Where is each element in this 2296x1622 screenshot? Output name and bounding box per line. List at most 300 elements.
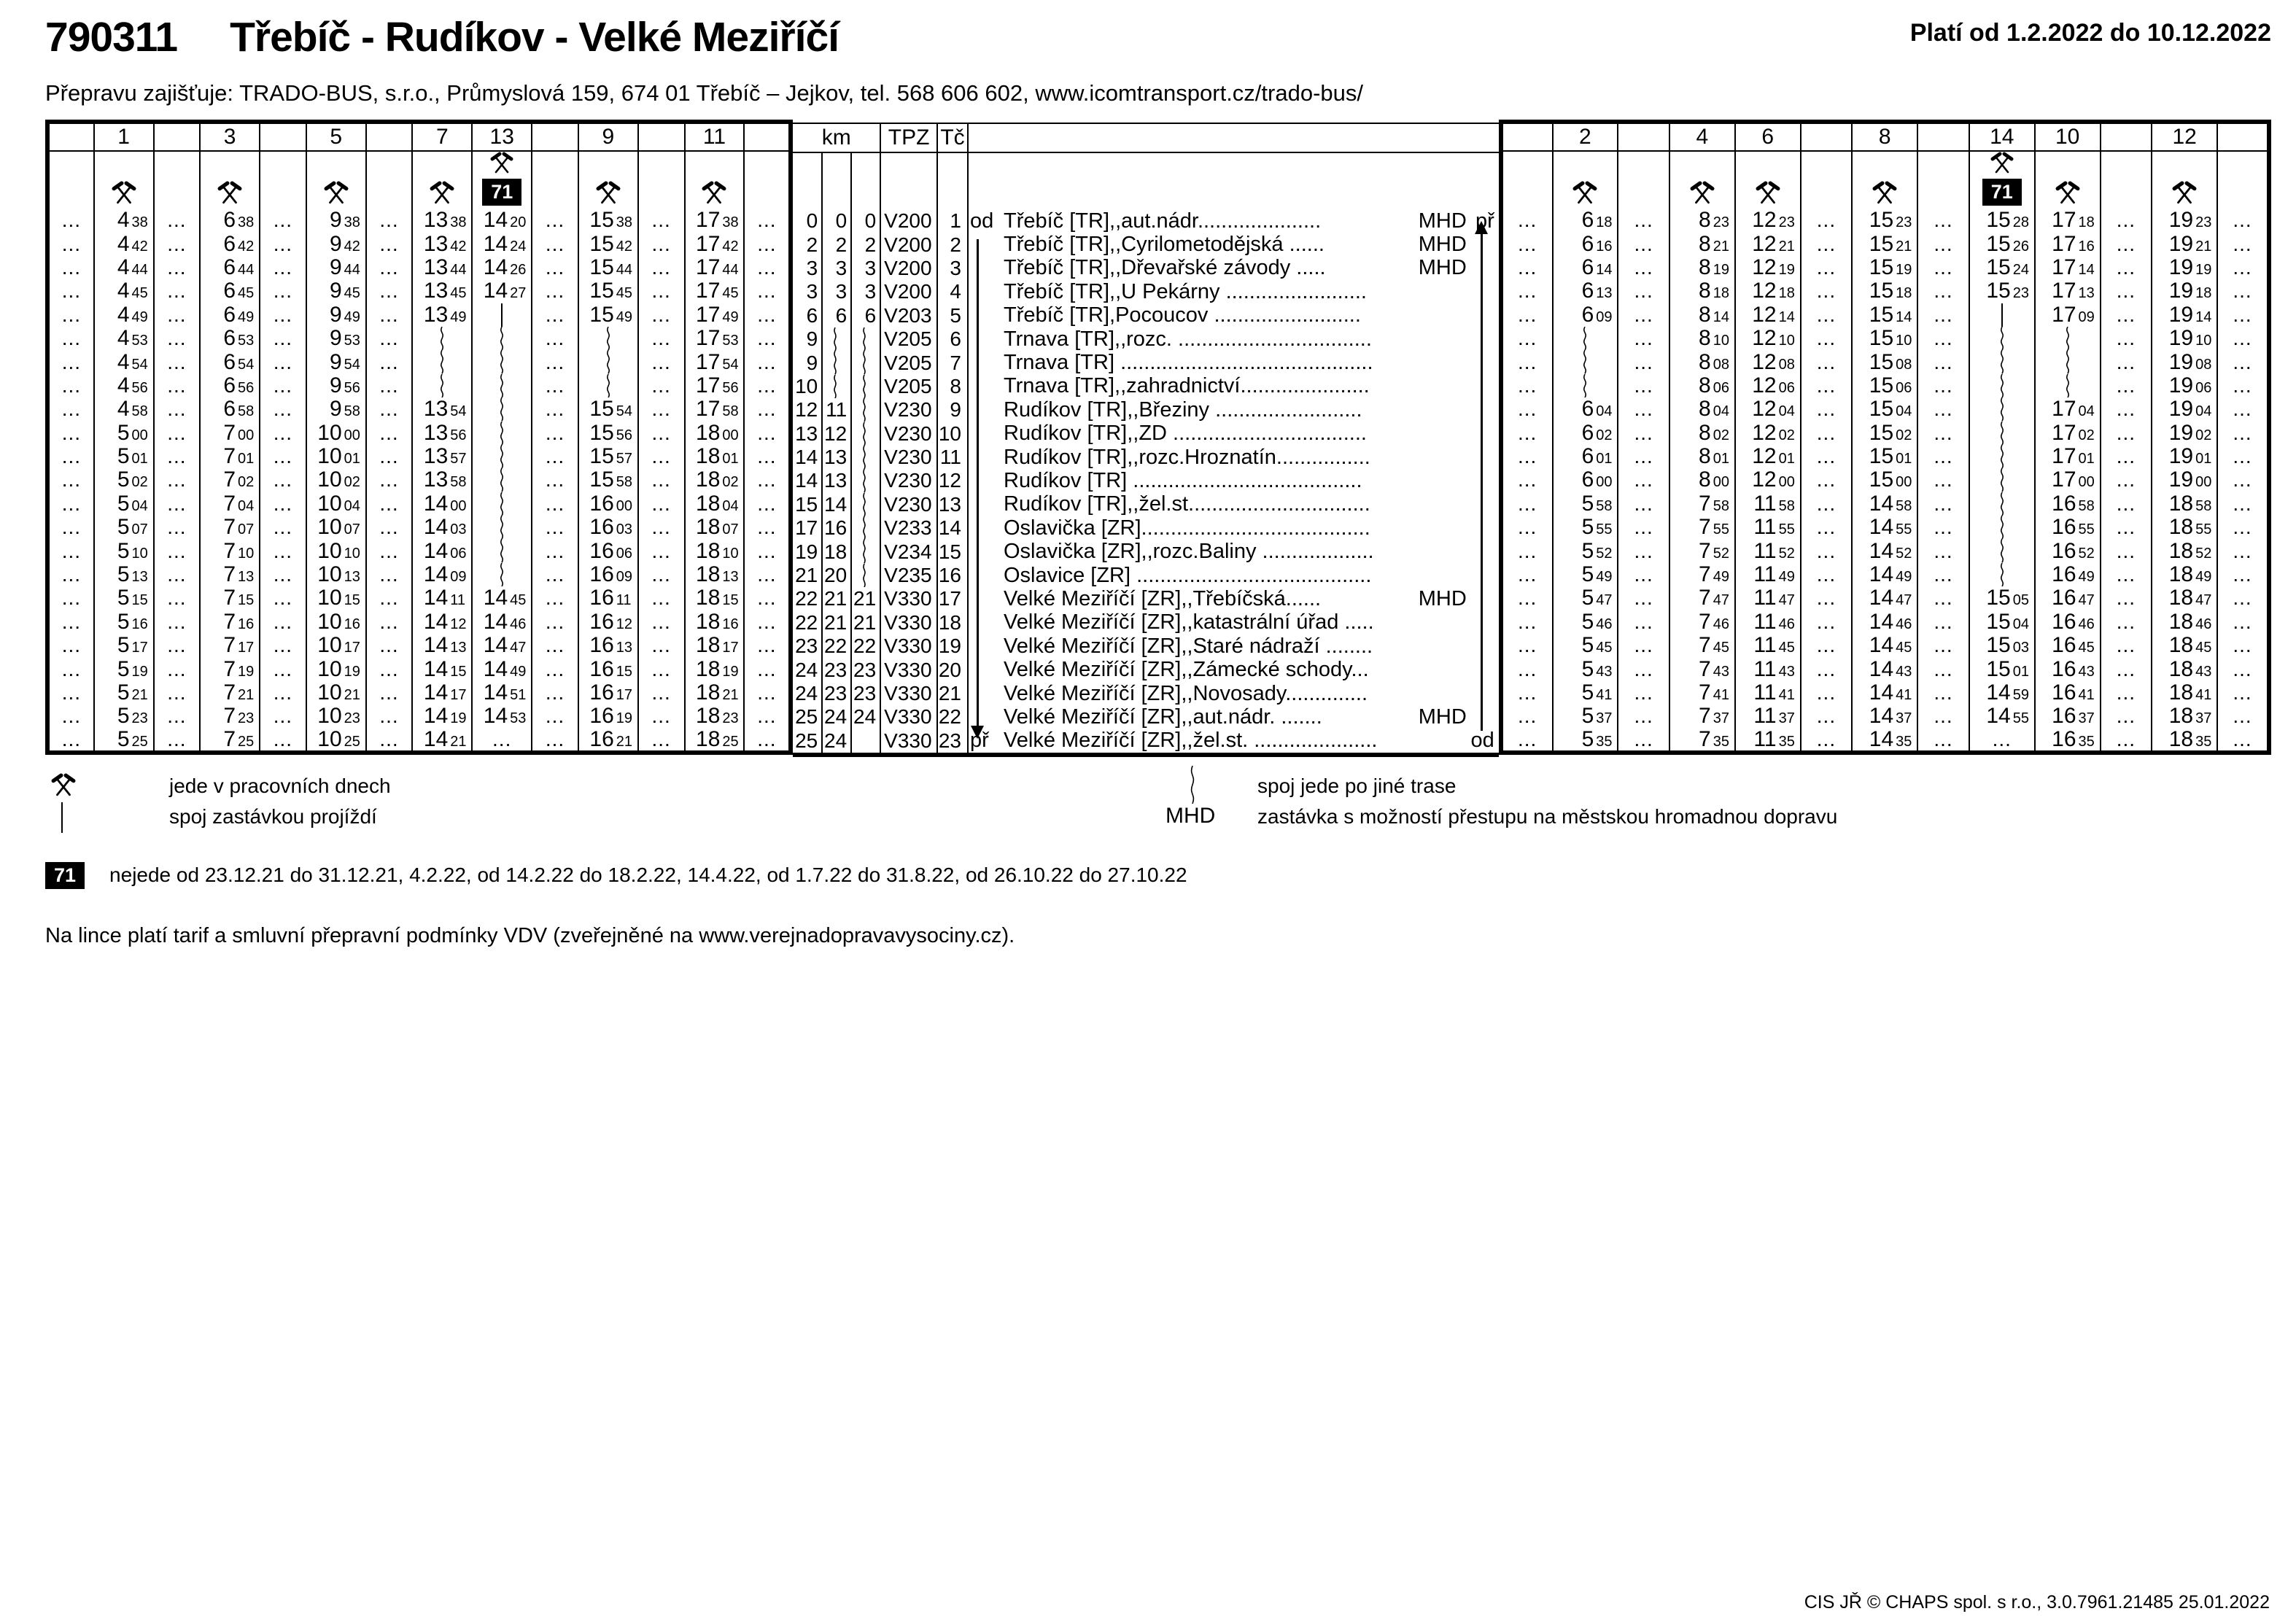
time-value <box>1554 209 1618 231</box>
time-minute: 52 <box>1778 545 1795 562</box>
timetable-row <box>47 610 791 634</box>
time-value <box>1853 422 1917 444</box>
filler-dots: ... <box>379 705 399 728</box>
time-cell <box>578 350 638 373</box>
other-route-wavy-icon <box>1998 516 2006 539</box>
time-value <box>413 209 471 231</box>
filler-cell <box>2217 705 2269 728</box>
time-hour: 15 <box>1986 657 2011 681</box>
time-hour: 12 <box>1752 444 1777 469</box>
time-cell <box>412 397 472 421</box>
time-hour: 6 <box>1581 209 1594 233</box>
time-cell <box>2152 634 2217 657</box>
time-cell <box>1735 422 1801 445</box>
time-value <box>95 304 153 326</box>
time-value <box>95 352 153 373</box>
time-minute: 46 <box>1896 616 1912 632</box>
filler-dots: ... <box>1934 209 1953 232</box>
time-cell <box>578 303 638 327</box>
time-cell <box>1669 563 1735 586</box>
time-hour: 8 <box>1699 209 1711 233</box>
other-route-wavy-icon <box>1581 327 1589 350</box>
time-value <box>686 682 744 704</box>
filler-dots: ... <box>61 303 82 326</box>
filler-dots: ... <box>2233 563 2252 586</box>
time-hour: 10 <box>317 657 342 681</box>
km-cell: 0 <box>851 209 880 233</box>
time-hour: 16 <box>2052 586 2076 610</box>
filler-dots: ... <box>167 681 187 704</box>
time-cell <box>1852 327 1917 350</box>
km-cell: 23 <box>822 682 851 705</box>
filler-cell <box>366 634 413 657</box>
time-hour: 6 <box>1581 421 1594 445</box>
filler-cell <box>47 303 94 327</box>
filler-dots: ... <box>1816 705 1837 728</box>
time-value <box>686 469 744 491</box>
time-cell <box>306 586 366 610</box>
time-value <box>95 257 153 279</box>
time-hour: 14 <box>1869 492 1894 516</box>
filler-cell <box>1618 374 1669 397</box>
filler-dots: ... <box>757 350 777 373</box>
timetable-row <box>1501 657 2269 680</box>
filler-header <box>2101 122 2152 151</box>
tariff-note: Na lince platí tarif a smluvní přepravní podmínky VDV (zveřejněné na www.verejnadopravavysociny.cz). <box>45 923 1015 947</box>
filler-cell <box>1917 516 1969 539</box>
km-cell: 3 <box>851 280 880 303</box>
time-value <box>1853 398 1917 420</box>
validity-text: Platí od 1.2.2022 do 10.12.2022 <box>1909 19 2271 47</box>
time-minute: 13 <box>2078 285 2095 302</box>
filler-dots: ... <box>1934 303 1953 326</box>
filler-dots: ... <box>1816 445 1837 468</box>
time-value <box>1970 611 2034 633</box>
filler-dots: ... <box>1934 397 1953 421</box>
time-minute: 52 <box>1896 545 1912 562</box>
time-minute: 13 <box>344 569 360 586</box>
time-cell <box>685 516 745 539</box>
timetable <box>45 120 2271 757</box>
timetable-row <box>1501 586 2269 610</box>
timetable-row <box>47 539 791 562</box>
time-cell <box>1669 350 1735 373</box>
filler-cell <box>2217 256 2269 279</box>
filler-cell <box>260 374 306 397</box>
filler-cell <box>1618 586 1669 610</box>
filler-dots: ... <box>167 327 187 350</box>
time-value <box>307 446 365 467</box>
time-minute: 04 <box>722 497 739 514</box>
station-cell <box>968 422 1499 446</box>
filler-cell <box>1501 374 1553 397</box>
time-value <box>1670 327 1734 349</box>
time-hour: 19 <box>2168 303 2194 327</box>
time-cell <box>578 279 638 303</box>
filler-dots: ... <box>61 232 82 255</box>
time-minute: 26 <box>510 261 527 278</box>
time-cell <box>306 657 366 680</box>
time-value <box>1853 469 1917 491</box>
time-cell <box>2035 681 2101 705</box>
time-minute: 47 <box>1596 592 1613 609</box>
station-name: Velké Meziříčí [ZR],,Novosady.............. <box>1004 683 1368 705</box>
time-cell <box>2035 232 2101 255</box>
time-value <box>95 446 153 467</box>
time-hour: 18 <box>2168 516 2194 540</box>
filler-dots: ... <box>757 421 777 444</box>
time-value <box>307 209 365 231</box>
filler-dots: ... <box>651 255 671 279</box>
time-hour: 17 <box>696 350 721 374</box>
time-cell <box>306 468 366 492</box>
time-cell <box>472 397 532 421</box>
filler-dots: ... <box>2116 421 2136 444</box>
time-value <box>201 327 259 349</box>
time-minute: 23 <box>238 710 255 727</box>
station-row <box>793 209 1498 233</box>
time-value <box>2036 516 2100 538</box>
crossed-hammers-icon <box>1690 181 1715 206</box>
time-minute: 49 <box>1713 569 1729 586</box>
filler-dots: ... <box>1934 657 1953 680</box>
time-cell <box>94 468 154 492</box>
time-minute: 19 <box>344 663 360 680</box>
station-line <box>970 398 1499 422</box>
filler-cell <box>1917 256 1969 279</box>
time-hour: 19 <box>2168 209 2194 233</box>
time-hour: 16 <box>2052 680 2076 705</box>
filler-cell <box>154 422 201 445</box>
timetable-row <box>47 327 791 350</box>
time-minute: 45 <box>510 592 527 609</box>
station-name: Velké Meziříčí [ZR],,žel.st. ..................... <box>1004 730 1378 752</box>
filler-dots: ... <box>757 586 777 610</box>
time-hour: 5 <box>1581 492 1594 516</box>
time-hour: 14 <box>483 610 508 634</box>
time-value <box>473 209 531 231</box>
km-cell <box>851 422 880 446</box>
time-minute: 15 <box>450 663 467 680</box>
km-cell: 23 <box>793 635 822 658</box>
time-minute: 54 <box>616 403 633 420</box>
time-hour: 11 <box>1753 492 1777 516</box>
filler-cell <box>1501 516 1553 539</box>
filler-cell <box>1801 468 1853 492</box>
note-71-text: nejede od 23.12.21 do 31.12.21, 4.2.22, od 14.2.22 do 18.2.22, 14.4.22, od 1.7.22 do 31.8.22, od 26.10.22 do 27.10.22 <box>109 864 1187 887</box>
return-timetable <box>1499 120 2271 755</box>
time-minute: 46 <box>1778 616 1795 632</box>
time-minute: 46 <box>510 616 527 632</box>
km-cell: 24 <box>822 729 851 755</box>
time-cell <box>578 468 638 492</box>
filler-cell <box>744 445 791 468</box>
timetable-row <box>47 634 791 657</box>
service-number: 14 <box>1969 122 2035 151</box>
time-value <box>1853 257 1917 279</box>
time-value <box>307 493 365 515</box>
filler-cell <box>744 232 791 255</box>
filler-cell <box>260 705 306 728</box>
time-cell <box>1852 232 1917 255</box>
time-value <box>307 280 365 302</box>
time-minute: 01 <box>2195 451 2212 467</box>
time-value <box>1970 209 2034 231</box>
time-cell <box>2152 539 2217 562</box>
time-hour: 15 <box>589 444 614 469</box>
time-value <box>201 682 259 704</box>
time-cell <box>306 563 366 586</box>
station-cell <box>968 351 1499 374</box>
time-minute: 19 <box>131 663 148 680</box>
time-hour: 16 <box>2052 562 2076 587</box>
time-cell <box>578 705 638 728</box>
time-cell <box>2152 209 2217 232</box>
filler-dots: ... <box>2116 586 2136 610</box>
time-hour: 14 <box>423 516 449 540</box>
filler-cell <box>260 539 306 562</box>
other-route-wavy-icon <box>497 397 506 421</box>
filler-cell <box>1501 539 1553 562</box>
time-cell <box>1969 445 2035 468</box>
time-minute: 25 <box>344 733 360 750</box>
time-hour: 5 <box>117 610 130 634</box>
time-cell <box>306 232 366 255</box>
filler-dots: ... <box>273 539 293 562</box>
time-cell <box>2152 516 2217 539</box>
filler-dots: ... <box>1634 232 1653 255</box>
station-line <box>970 351 1499 374</box>
sign-cell <box>154 151 201 209</box>
time-cell <box>472 256 532 279</box>
time-cell <box>1669 516 1735 539</box>
time-value <box>95 422 153 444</box>
filler-cell <box>532 657 578 680</box>
time-cell <box>306 327 366 350</box>
time-cell <box>472 729 532 753</box>
filler-cell <box>1501 397 1553 421</box>
time-value <box>1554 635 1618 656</box>
time-value <box>1554 659 1618 680</box>
time-value <box>2036 304 2100 326</box>
station-name: Velké Meziříčí [ZR],,Zámecké schody... <box>1004 659 1369 681</box>
tpz-header: TPZ <box>880 123 937 152</box>
time-minute: 01 <box>131 451 148 467</box>
time-minute: 23 <box>1778 214 1795 231</box>
time-value <box>1670 422 1734 444</box>
time-cell <box>685 422 745 445</box>
filler-cell <box>744 374 791 397</box>
tc-cell: 14 <box>937 516 968 540</box>
time-value <box>1554 233 1618 255</box>
time-cell <box>94 586 154 610</box>
time-value <box>579 564 637 586</box>
filler-cell <box>47 492 94 516</box>
filler-cell <box>2101 422 2152 445</box>
station-name: Trnava [TR] ........................................... <box>1004 352 1373 374</box>
time-value <box>2036 564 2100 586</box>
time-hour: 14 <box>423 705 449 729</box>
time-minute: 01 <box>238 451 255 467</box>
filler-cell <box>1501 209 1553 232</box>
time-value <box>95 635 153 656</box>
time-minute: 15 <box>616 663 633 680</box>
filler-dots: ... <box>757 516 777 539</box>
time-hour: 19 <box>2168 468 2194 492</box>
time-cell <box>1553 350 1618 373</box>
km-cell: 25 <box>793 705 822 729</box>
time-cell <box>2152 374 2217 397</box>
station-cell <box>968 705 1499 729</box>
filler-dots: ... <box>61 516 82 539</box>
time-hour: 7 <box>223 421 236 445</box>
time-cell <box>472 374 532 397</box>
tpz-cell: V330 <box>880 587 937 610</box>
time-hour: 16 <box>2052 492 2076 516</box>
page-title <box>45 13 839 61</box>
time-value <box>2152 257 2217 279</box>
km-cell: 22 <box>851 635 880 658</box>
filler-dots: ... <box>61 492 82 515</box>
filler-cell <box>1801 610 1853 634</box>
time-value <box>1670 540 1734 562</box>
filler-dots: ... <box>167 255 187 279</box>
time-hour: 14 <box>483 232 508 256</box>
time-hour: 17 <box>2052 232 2076 256</box>
time-minute: 19 <box>1896 261 1912 278</box>
time-cell <box>1852 539 1917 562</box>
time-value <box>307 327 365 349</box>
time-hour: 18 <box>696 657 721 681</box>
filler-dots: ... <box>167 728 187 750</box>
sign-cell <box>412 151 472 209</box>
time-cell <box>1553 422 1618 445</box>
time-value <box>686 493 744 515</box>
time-minute: 45 <box>1896 640 1912 656</box>
stations-table <box>793 123 1498 757</box>
time-minute: 03 <box>450 521 467 538</box>
time-cell <box>1553 681 1618 705</box>
station-line <box>970 705 1499 729</box>
filler-cell <box>744 563 791 586</box>
time-hour: 7 <box>1699 562 1711 587</box>
km-cell: 21 <box>822 611 851 635</box>
filler-dots: ... <box>1816 209 1837 232</box>
time-hour: 15 <box>1869 468 1894 492</box>
time-minute: 35 <box>1778 733 1795 750</box>
km-cell <box>851 540 880 563</box>
time-hour: 6 <box>223 232 236 256</box>
time-hour: 17 <box>2052 279 2076 303</box>
time-hour: 18 <box>2168 705 2194 729</box>
tc-cell: 16 <box>937 564 968 587</box>
time-minute: 47 <box>2195 592 2212 609</box>
filler-dots: ... <box>757 327 777 350</box>
time-value <box>686 327 744 349</box>
filler-cell <box>1618 279 1669 303</box>
time-hour: 16 <box>2052 539 2076 563</box>
tc-cell: 10 <box>937 422 968 446</box>
other-route-wavy-icon <box>1581 374 1589 397</box>
time-minute: 04 <box>2195 403 2212 420</box>
filler-cell <box>366 705 413 728</box>
time-value <box>201 375 259 397</box>
filler-dots: ... <box>1816 255 1837 279</box>
time-value <box>1554 611 1618 633</box>
time-cell <box>200 445 260 468</box>
station-name: Rudíkov [TR],,ZD ................................. <box>1004 423 1367 445</box>
km-cell: 16 <box>822 516 851 540</box>
filler-cell <box>1801 209 1853 232</box>
filler-cell <box>744 705 791 728</box>
time-cell <box>1669 422 1735 445</box>
filler-dots: ... <box>273 705 293 728</box>
filler-cell <box>744 397 791 421</box>
time-cell <box>1969 705 2035 728</box>
filler-cell <box>1618 657 1669 680</box>
km-cell: 14 <box>793 446 822 469</box>
filler-cell <box>532 516 578 539</box>
time-value <box>413 469 471 491</box>
filler-dots: ... <box>1517 279 1537 303</box>
filler-dots: ... <box>1634 539 1653 562</box>
service-number: 10 <box>2035 122 2101 151</box>
other-route-wavy-icon <box>438 327 446 350</box>
filler-dots: ... <box>2116 705 2136 728</box>
time-hour: 9 <box>329 373 342 397</box>
filler-dots: ... <box>1517 255 1537 279</box>
time-minute: 18 <box>1896 285 1912 302</box>
time-value <box>1670 705 1734 727</box>
filler-cell <box>2101 539 2152 562</box>
filler-dots: ... <box>2233 634 2252 657</box>
time-value <box>579 540 637 562</box>
time-cell <box>472 350 532 373</box>
filler-header <box>366 122 413 151</box>
filler-cell <box>744 539 791 562</box>
time-minute: 49 <box>2195 569 2212 586</box>
filler-cell <box>47 422 94 445</box>
filler-dots: ... <box>651 610 671 633</box>
station-row <box>793 587 1498 610</box>
time-cell <box>472 279 532 303</box>
filler-dots: ... <box>1517 373 1537 397</box>
station-name: Oslavice [ZR] ........................................ <box>1004 564 1372 586</box>
filler-dots: ... <box>2116 327 2136 350</box>
station-cell <box>968 398 1499 422</box>
time-hour: 10 <box>317 421 342 445</box>
time-value <box>1736 233 1800 255</box>
time-cell <box>1553 610 1618 634</box>
time-value <box>686 280 744 302</box>
tpz-cell: V230 <box>880 398 937 422</box>
filler-cell <box>1501 279 1553 303</box>
time-cell <box>1669 374 1735 397</box>
time-value <box>1853 233 1917 255</box>
filler-dots: ... <box>379 303 399 326</box>
time-cell <box>94 729 154 753</box>
filler-cell <box>366 516 413 539</box>
time-hour: 16 <box>589 657 614 681</box>
filler-dots: ... <box>1934 232 1953 255</box>
time-cell <box>1735 350 1801 373</box>
filler-dots: ... <box>167 586 187 610</box>
time-cell <box>1553 256 1618 279</box>
time-minute: 49 <box>510 663 527 680</box>
timetable-row <box>47 681 791 705</box>
filler-dots: ... <box>545 255 565 279</box>
time-cell <box>2035 634 2101 657</box>
